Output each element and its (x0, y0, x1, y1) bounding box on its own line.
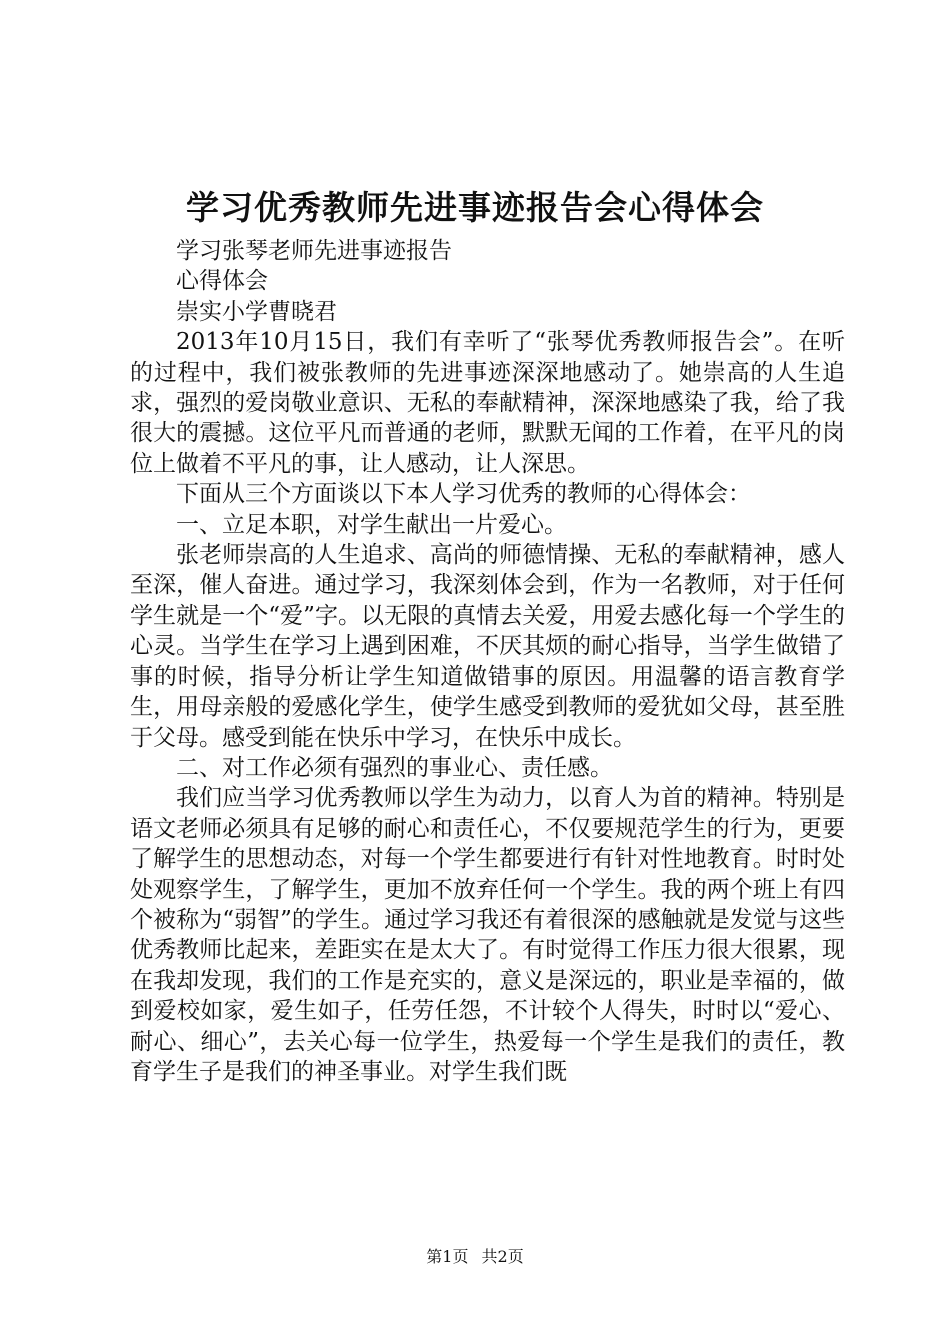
page-footer (0, 1246, 950, 1268)
document-title: 学习优秀教师先进事迹报告会心得体会 (186, 188, 764, 227)
section-heading: 二、对工作必须有强烈的事业心、责任感。 (176, 754, 613, 781)
paragraph: 下面从三个方面谈以下本人学习优秀的教师的心得体会： (176, 481, 751, 508)
subtitle-line-1: 学习张琴老师先进事迹报告 (176, 238, 452, 264)
section-heading: 一、立足本职，对学生献出一片爱心。 (176, 511, 567, 538)
document-body (130, 236, 845, 1087)
paragraph: 2013年10月15日，我们有幸听了“张琴优秀教师报告会”。在听的过程中，我们被张教师的先进事迹深深地感动了。她崇高的人生追求，强烈的爱岗敬业意识、无私的奉献精神，深深地感染了我，给了我很大的震撼。这位平凡而普通的老师，默默无闻的工作着，在平凡的岗位上做着不平凡的事，让人感动，让人深思。 (130, 329, 845, 477)
subtitle-line-2: 心得体会 (176, 268, 268, 295)
page-total: 共2页 (481, 1247, 524, 1266)
paragraph: 我们应当学习优秀教师以学生为动力，以育人为首的精神。特别是语文老师必须具有足够的耐心和责任心，不仅要规范学生的行为，更要了解学生的思想动态，对每一个学生都要进行有针对性地教育。时时处处观察学生，了解学生，更加不放弃任何一个学生。我的两个班上有四个被称为“弱智”的学生。通过学习我还有着很深的感触就是发觉与这些优秀教师比起来，差距实在是太大了。有时觉得工作压力很大很累，现在我却发现，我们的工作是充实的，意义是深远的，职业是幸福的，做到爱校如家，爱生如子，任劳任怨，不计较个人得失，时时以“爱心、耐心、细心”，去关心每一位学生，热爱每一个学生是我们的责任，教育学生子是我们的神圣事业。对学生我们既 (130, 785, 845, 1085)
page-number: 第1页 (426, 1247, 469, 1266)
paragraph: 张老师崇高的人生追求、高尚的师德情操、无私的奉献精神，感人至深，催人奋进。通过学习，我深刻体会到，作为一名教师，对于任何学生就是一个“爱”字。以无限的真情去关爱，用爱去感化每一个学生的心灵。当学生在学习上遇到困难，不厌其烦的耐心指导，当学生做错了事的时候，指导分析让学生知道做错事的原因。用温馨的语言教育学生，用母亲般的爱感化学生，使学生感受到教师的爱犹如父母，甚至胜于父母。感受到能在快乐中学习，在快乐中成长。 (130, 542, 845, 751)
author-line: 崇实小学曹晓君 (176, 298, 337, 325)
